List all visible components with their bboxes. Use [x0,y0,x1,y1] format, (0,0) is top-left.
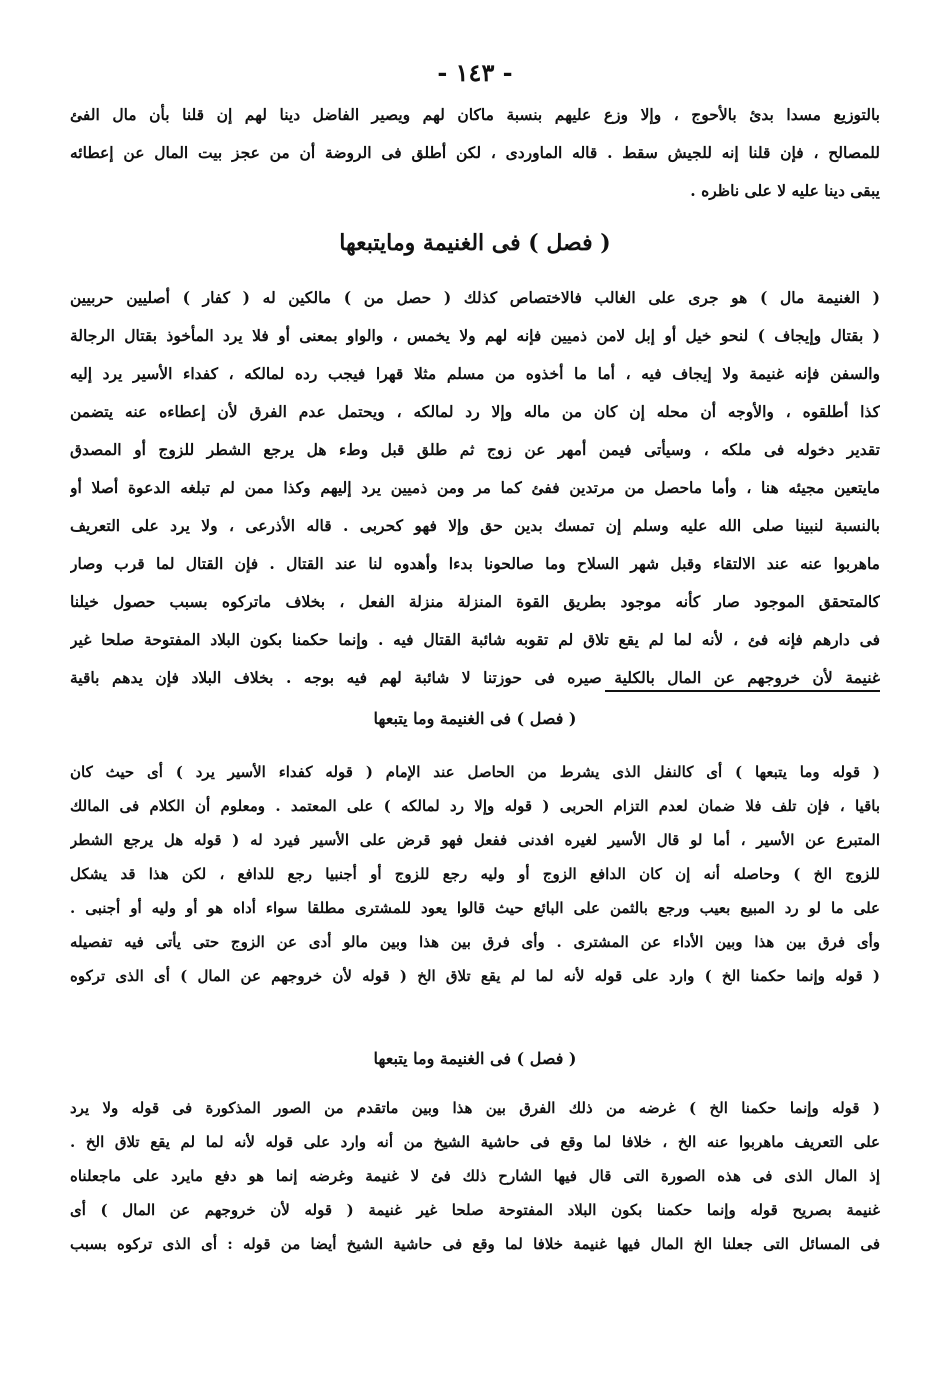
text-line: المتبرع عن الأسير ، أما لو قال الأسير لغيره افدنى ففعل فهو قرض على الأسير فيرد له ( قوله هل يرجع الشطر [70,831,880,849]
text-line: للزوج الخ ) وحاصله أنه إن كان الدافع الزوج أو وليه رجع للزوج أو أجنبيا رجع للدافع ، لكن هذا قد يشكل [70,865,880,883]
top-paragraph [70,96,880,210]
text-line: ( بقتال وإيجاف ) لنحو خيل أو إبل لامن ذميين فإنه لهم ولا يخمس ، والواو بمعنى أو فلا يرد المأخوذ بقتال الرجالة [70,326,880,345]
text-line: كالمتحقق الموجود صار كأنه موجود بطريق القوة المنزلة منزلة الفعل ، بخلاف ماتركوه بسبب حصول خيلنا [70,592,880,611]
footnote-divider [605,690,880,692]
text-line: على التعريف ماهربوا عنه الخ ، خلافا لما وقع فى حاشية الشيخ من أنه وارد على قوله لأنه لما لم يقع تلاق الخ . [70,1133,880,1151]
text-line: ماهربوا عنه عند الالتقاء وقبل شهر السلاح وما صالحونا بدءا وأهدوه لنا عند القتال . فإن القتال لما قرب وصار [70,554,880,573]
text-line: ( الغنيمة مال ) هو جرى على الغالب فالاختصاص كذلك ( حصل من ) مالكين له ( كفار ) أصليين حربيين [70,288,880,307]
text-line: على ما لو رد المبيع بعيب ورجع بالثمن على البائع حيث قالوا يعود للمشترى مطلقا سواء أداه هو أو وليه أو أجنبى . [70,899,880,917]
text-line: تقدير دخوله فى ملكه ، وسيأتى فيمن أمهر عن زوج ثم طلق قبل وطء هل يرجع الشطر للزوج أو المصدق [70,440,880,459]
text-line: ( قوله وإنما حكمنا الخ ) غرضه من ذلك الفرق بين هذا وبين ماتقدم من الصور المذكورة فى قوله ولا يرد [70,1099,880,1117]
text-line: والسفن فإنه غنيمة ولا إيجاف فيه ، أما ما أخذوه من مسلم مثلا قهرا فيجب رده لمالكه ، كفداء الأسير يرد إليه [70,364,880,383]
text-line: للمصالح ، فإن قلنا إنه للجيش سقط . قاله الماوردى ، لكن أطلق فى الروضة أن من عجز بيت المال عن إعطائه [70,143,880,162]
note-1-body [70,755,880,993]
text-line: فى المسائل التى جعلنا الخ المال فيها غنيمة خلافا لما وقع فى حاشية الشيخ أيضا من قوله : أى الذى تركوه بسبب [70,1235,880,1253]
page-number: - ١٤٣ - [437,58,513,87]
main-section-heading: ( فصل ) فى الغنيمة ومايتبعها [339,230,611,256]
text-line: مايتعين مجيئه هنا ، وأما ماحصل من مرتدين ففئ كما مر ومن ذميين يرد إليهم وكذا ممن لم تبلغه الدعوة أصلا أو [70,478,880,497]
text-line: فى دارهم فإنه فئ ، لأنه لما لم يقع تلاق لم تقوبه شائبة القتال فيه . وإنما حكمنا بكون البلاد المفتوحة صلحا غير [70,630,880,649]
main-section-body [70,279,880,697]
text-line: وأى فرق بين هذا وبين الأداء عن المشترى . وأى فرق بين هذا وبين مالو أدى عن الزوج حتى يأتى فيه تفصيله [70,933,880,951]
text-line: ( قوله وإنما حكمنا الخ ) وارد على قوله لأنه لما لم يقع تلاق الخ ( قوله لأن خروجهم عن المال ) أى الذى تركوه [70,967,880,985]
text-line: يبقى دينا عليه لا على ناظره . [690,181,880,200]
text-line: غنيمة لأن خروجهم عن المال بالكلية صيره فى حوزتنا لا شائبة لهم فيه بوجه . بخلاف البلاد فإن يدهم باقية [70,668,880,687]
note-2-body [70,1091,880,1261]
text-line: غنيمة بصريح قوله وإنما حكمنا بكون البلاد المفتوحة صلحا غير غنيمة ( قوله لأن خروجهم عن المال ) أى [70,1201,880,1219]
text-line: كذا أطلقوه ، والأوجه أن محله إن كان من ماله وإلا رد لمالكه ، ويحتمل عدم الفرق لأن إعطاءه عنه يتضمن [70,402,880,421]
text-line: بالتوزيع مسدا بدئ بالأحوج ، وإلا وزع عليهم بنسبة ماكان لهم ويصير الفاضل دينا لهم إن قلنا بأن مال الفئ [70,105,880,124]
text-line: إذ المال الذى فى هذه الصورة التى قال فيها الشارح ذلك فئ لا غنيمة وغرضه إنما هو دفع مايرد على ماجعلناه [70,1167,880,1185]
text-line: باقيا ، فإن تلف فلا ضمان لعدم التزام الحربى ( قوله وإلا رد لمالكه ) على المعتمد . ومعلوم أن الكلام فى المالك [70,797,880,815]
note-2-heading: ( فصل ) فى الغنيمة وما يتبعها [373,1049,577,1068]
note-1-heading: ( فصل ) فى الغنيمة وما يتبعها [373,709,577,728]
text-line: بالنسبة لنبينا صلى الله عليه وسلم إن تمسك بدين حق وإلا فهو كحربى . قاله الأذرعى ، ولا يرد على التعريف [70,516,880,535]
text-line: ( قوله وما يتبعها ) أى كالنفل الذى يشرط من الحاصل عند الإمام ( قوله كفداء الأسير يرد ) أى حيث كان [70,763,880,781]
